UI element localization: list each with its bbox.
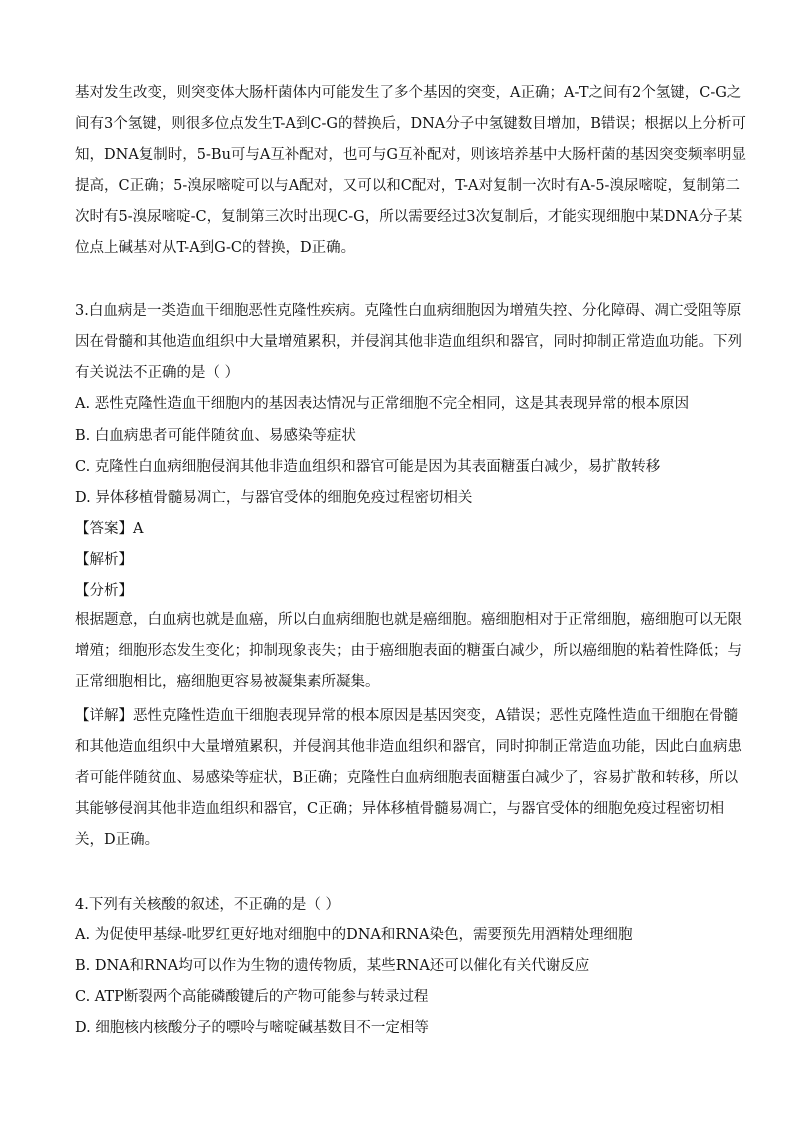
prev-question-explanation: 基对发生改变，则突变体大肠杆菌体内可能发生了多个基因的突变，A正确；A-T之间有2个氢键，C-G之间有3个氢键，则很多位点发生T-A到C-G的替换后，DNA分子中氢键数目增加，B错误；根据以上分析可知，DNA复制时，5-Bu可与A互补配对，也可与G互补配对，则该培养基中大肠杆菌的基因突变频率明显提高，C正确；5-溴尿嘧啶可以与A配对，又可以和C配对，T-A对复制一次时有A-5-溴尿嘧啶，复制第二次时有5-溴尿嘧啶-C，复制第三次时出现C-G，所以需要经过3次复制后，才能实现细胞中某DNA分子某位点上碱基对从T-A到G-C的替换，D正确。: [75, 85, 746, 256]
q3-analysis-heading: 【分析】: [75, 583, 133, 599]
q3-option-a: A. 恶性克隆性造血干细胞内的基因表达情况与正常细胞不完全相同，这是其表现异常的根本原因: [75, 396, 690, 412]
q4-option-b: B. DNA和RNA均可以作为生物的遗传物质，某些RNA还可以催化有关代谢反应: [75, 958, 590, 974]
q3-answer: 【答案】A: [75, 521, 144, 537]
q3-analysis-text: 根据题意，白血病也就是血癌，所以白血病细胞也就是癌细胞。癌细胞相对于正常细胞，癌细胞可以无限增殖；细胞形态发生变化；抑制现象丧失；由于癌细胞表面的糖蛋白减少，所以癌细胞的粘着性降低；与正常细胞相比，癌细胞更容易被凝集素所凝集。: [75, 612, 742, 690]
q3-detail-text: 【详解】恶性克隆性造血干细胞表现异常的根本原因是基因突变，A错误；恶性克隆性造血干细胞在骨髓和其他造血组织中大量增殖累积，并侵润其他非造血组织和器官，同时抑制正常造血功能，因此白血病患者可能伴随贫血、易感染等症状，B正确；克隆性白血病细胞表面糖蛋白减少了，容易扩散和转移，所以其能够侵润其他非造血组织和器官，C正确；异体移植骨髓易凋亡，与器官受体的细胞免疫过程密切相关，D正确。: [75, 708, 742, 848]
q3-option-b: B. 白血病患者可能伴随贫血、易感染等症状: [75, 428, 356, 444]
q4-option-d: D. 细胞核内核酸分子的嘌呤与嘧啶碱基数目不一定相等: [75, 1020, 429, 1036]
q3-option-c: C. 克隆性白血病细胞侵润其他非造血组织和器官可能是因为其表面糖蛋白减少，易扩散转移: [75, 459, 661, 475]
q3-explanation-heading: 【解析】: [75, 552, 133, 568]
question-3-stem: 3.白血病是一类造血干细胞恶性克隆性疾病。克隆性白血病细胞因为增殖失控、分化障碍、凋亡受阻等原因在骨髓和其他造血组织中大量增殖累积，并侵润其他非造血组织和器官，同时抑制正常造血功能。下列有关说法不正确的是（ ）: [75, 303, 742, 381]
q3-option-d: D. 异体移植骨髓易凋亡，与器官受体的细胞免疫过程密切相关: [75, 490, 473, 506]
q4-option-a: A. 为促使甲基绿-吡罗红更好地对细胞中的DNA和RNA染色，需要预先用酒精处理细胞: [75, 927, 633, 943]
q4-option-c: C. ATP断裂两个高能磷酸键后的产物可能参与转录过程: [75, 989, 429, 1005]
question-4-stem: 4.下列有关核酸的叙述，不正确的是（ ）: [75, 897, 340, 913]
